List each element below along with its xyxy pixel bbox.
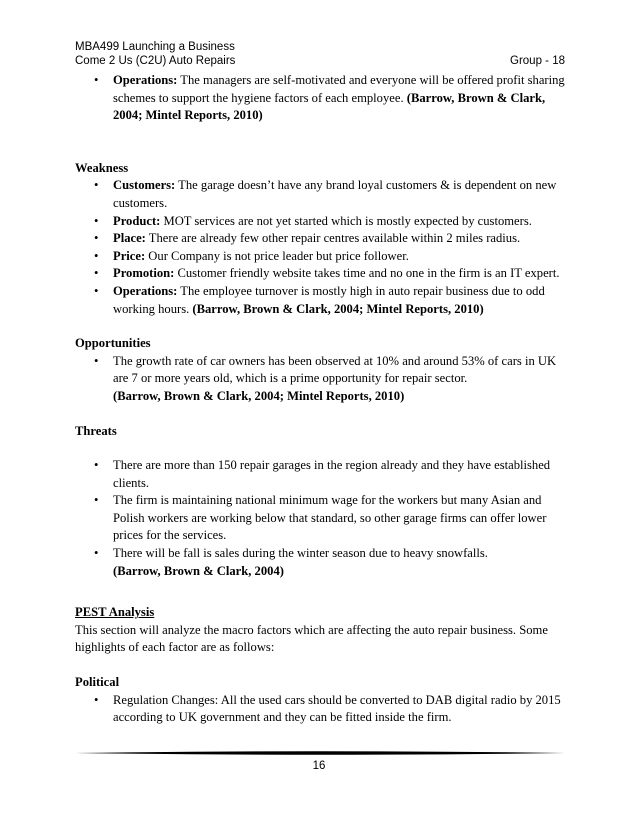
list-item (75, 213, 565, 231)
pest-heading: PEST Analysis (75, 605, 155, 620)
item-text: There will be fall is sales during the winter season due to heavy snowfalls. (113, 546, 488, 561)
item-text: Customer friendly website takes time and no one in the firm is an IT expert. (174, 266, 560, 281)
list-item (75, 265, 565, 283)
list-item (75, 492, 565, 545)
item-text: Our Company is not price leader but price follower. (145, 248, 409, 263)
citation: (Barrow, Brown & Clark, 2004; Mintel Reports, 2010) (192, 301, 484, 316)
list-item (75, 177, 565, 212)
item-text: The garage doesn’t have any brand loyal customers & is dependent on new customers. (113, 178, 557, 210)
item-text: The employee turnover is mostly high in auto repair business due to odd working hours. (113, 283, 545, 316)
item-text: MOT services are not yet started which is mostly expected by customers. (160, 213, 532, 228)
weakness-list (75, 177, 565, 318)
header-project-row (75, 54, 565, 68)
pest-intro: This section will analyze the macro factors which are affecting the auto repair business. Some highlights of each factor are as follows: (75, 622, 548, 655)
header-course: MBA499 Launching a Business (75, 41, 235, 53)
political-heading: Political (75, 675, 120, 690)
list-item (75, 545, 565, 563)
item-text: The managers are self-motivated and everyone will be offered profit sharing schemes to support the hygiene factors of each employee. (113, 73, 565, 105)
threats-heading: Threats (75, 423, 117, 438)
list-item (75, 248, 565, 266)
bullet-icon: • (94, 178, 99, 193)
bullet-icon: • (94, 692, 99, 707)
header-group: Group - 18 (510, 55, 565, 67)
bullet-icon: • (94, 73, 99, 87)
header-project: Come 2 Us (C2U) Auto Repairs (75, 55, 236, 67)
item-label: Operations: (113, 73, 178, 87)
bullet-icon: • (94, 458, 99, 473)
opportunities-heading: Opportunities (75, 336, 151, 351)
citation: (Barrow, Brown & Clark, 2004) (113, 563, 284, 578)
item-label: Product: (113, 213, 161, 228)
political-list (75, 692, 565, 727)
bullet-icon: • (94, 248, 99, 263)
opportunities-list (75, 353, 565, 388)
item-label: Customers: (113, 178, 176, 193)
bullet-icon: • (94, 231, 99, 246)
list-item (75, 353, 565, 388)
page-number: 16 (312, 760, 326, 772)
bullet-icon: • (94, 546, 99, 561)
item-label: Operations: (113, 283, 178, 298)
list-item (75, 230, 565, 248)
list-item (75, 72, 565, 125)
bullet-icon: • (94, 283, 99, 298)
bullet-icon: • (94, 353, 99, 368)
footer-rule (75, 750, 565, 756)
threats-list (75, 457, 565, 563)
item-text: Regulation Changes: All the used cars should be converted to DAB digital radio by 2015 according to UK government and they can be fitted inside the firm. (113, 692, 561, 725)
item-text: The growth rate of car owners has been observed at 10% and around 53% of cars in UK are 7 or more years old, which is a prime opportunity for repair sector. (113, 353, 557, 386)
bullet-icon: • (94, 266, 99, 281)
item-text: There are already few other repair centres available within 2 miles radius. (145, 231, 521, 246)
document-body (75, 72, 565, 727)
weakness-heading: Weakness (75, 160, 129, 175)
list-item (75, 692, 565, 727)
list-item (75, 457, 565, 492)
strengths-continued-list (75, 72, 565, 125)
item-text: The firm is maintaining national minimum wage for the workers but many Asian and Polish workers are working below that standard, so other garage firms can offer lower prices for the services. (113, 493, 547, 543)
item-text: There are more than 150 repair garages in the region already and they have established clients. (113, 458, 551, 490)
item-label: Price: (113, 248, 146, 263)
citation: (Barrow, Brown & Clark, 2004; Mintel Reports, 2010) (113, 388, 405, 403)
item-label: Place: (113, 231, 146, 246)
bullet-icon: • (94, 493, 99, 508)
bullet-icon: • (94, 213, 99, 228)
citation: (Barrow, Brown & Clark, 2004; Mintel Reports, 2010) (113, 90, 546, 123)
list-item (75, 283, 565, 318)
item-label: Promotion: (113, 266, 175, 281)
